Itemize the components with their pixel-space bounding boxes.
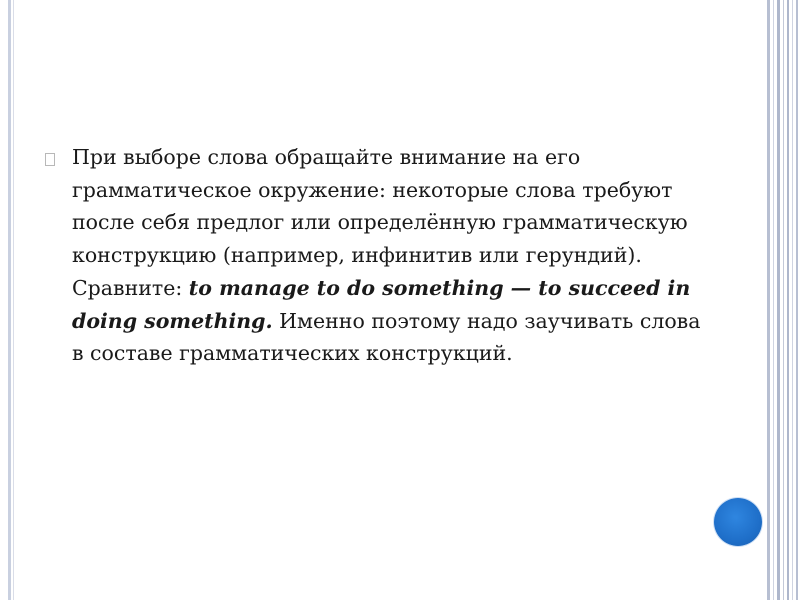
frame-line <box>767 0 770 600</box>
frame-line <box>783 0 784 600</box>
frame-line <box>777 0 780 600</box>
frame-line <box>787 0 789 600</box>
circle-icon[interactable] <box>714 498 762 546</box>
frame-line <box>13 0 14 600</box>
square-bullet-icon <box>45 153 55 166</box>
paragraph-text-start: При выборе слова обращайте внимание на его грамматическое окружение: некоторые слова требуют после себя предлог или определённую грамматическую конструкцию (например, инфинитив или герундий). Сравните: <box>72 145 688 300</box>
bullet-paragraph <box>72 141 712 370</box>
frame-line <box>796 0 798 600</box>
frame-line <box>773 0 774 600</box>
frame-line <box>792 0 793 600</box>
paragraph-text-end: Именно поэтому надо заучивать слова в составе грамматических конструкций. <box>72 308 701 366</box>
frame-line <box>8 0 11 600</box>
paragraph-emphasis: to manage to do something — to succeed in doing something. <box>72 275 691 333</box>
